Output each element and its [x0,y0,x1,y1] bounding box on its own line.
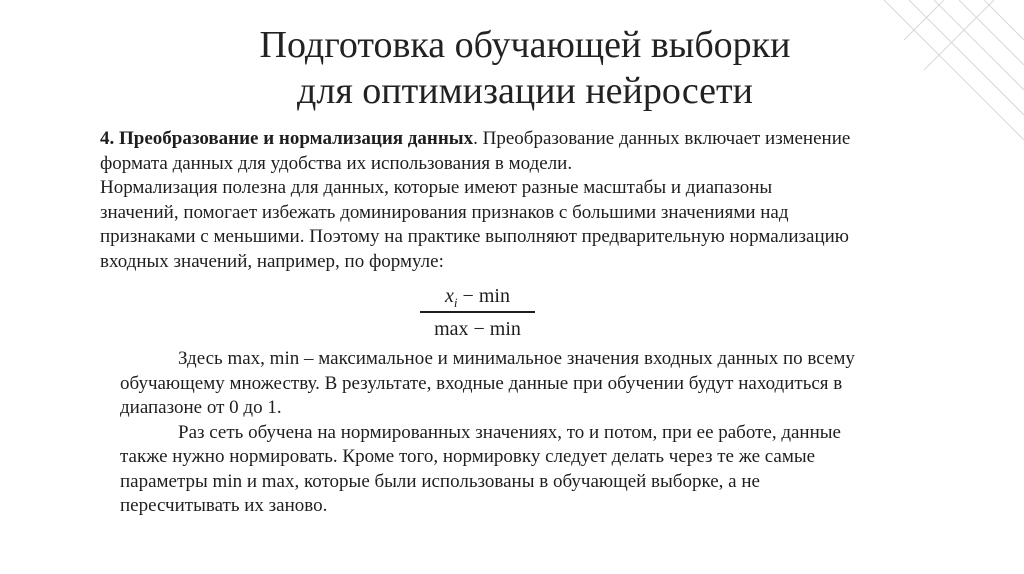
text-line: 4. Преобразование и нормализация данных. Преобразование данных включает изменение [100,128,851,149]
text-block-2 [120,347,980,519]
text-line: диапазоне от 0 до 1. [120,397,282,418]
text-block-1 [100,127,960,274]
text-line: Раз сеть обучена на нормированных значениях, то и потом, при ее работе, данные [178,421,841,443]
text-line: также нужно нормировать. Кроме того, нормировку следует делать через те же самые [120,446,816,467]
text-line: Здесь max, min – максимальное и минимальное значения входных данных по всему [178,348,855,369]
title-line-2: для оптимизации нейросети [297,70,753,112]
text-line: значений, помогает избежать доминирования признаков с большими значениями над [100,201,789,223]
formula-numerator: $x_i - \min$ [445,285,510,310]
normalization-formula [420,284,535,341]
text-line: входных значений, например, по формуле: [100,250,444,272]
title-line-1: Подготовка обучающей выборки [259,24,791,66]
text-line: формата данных для удобства их использования в модели. [100,152,573,174]
formula-denominator: max − min [434,317,521,340]
text-line: признаками с меньшими. Поэтому на практике выполняют предварительную нормализацию [100,226,850,247]
section-heading: 4. Преобразование и нормализация данных [100,128,474,149]
text-line: обучающему множеству. В результате, входные данные при обучении будут находиться в [120,372,843,394]
text-line: параметры min и max, которые были использованы в обучающей выборке, а не [120,470,760,492]
fraction-bar [420,311,535,313]
text-line: Нормализация полезна для данных, которые имеют разные масштабы и диапазоны [100,177,773,198]
text-line: пересчитывать их заново. [120,495,328,516]
slide-title [150,22,900,114]
